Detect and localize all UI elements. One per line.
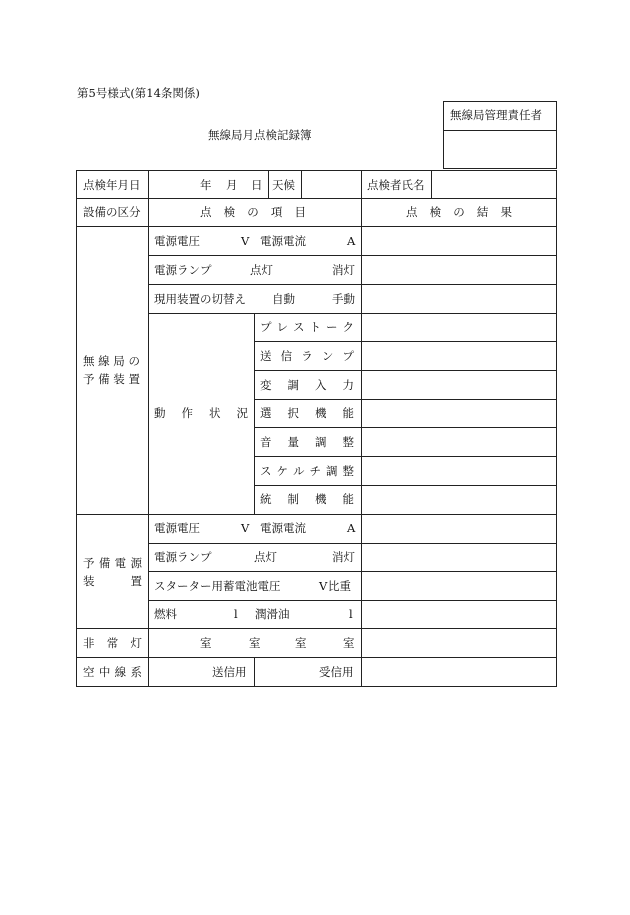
- form-number: 第5号様式(第14条関係): [77, 86, 200, 100]
- sp-current-unit: A: [347, 521, 356, 535]
- sp-fuel-label: 燃料: [154, 607, 177, 621]
- room-1: 室: [200, 636, 212, 650]
- category-header: 設備の区分: [83, 205, 141, 219]
- sp-voltage-unit: V: [241, 521, 250, 535]
- form-title: 無線局月点検記録簿: [208, 128, 312, 142]
- inspector-label: 点検者氏名: [367, 178, 425, 192]
- op-tx-lamp: 送 信 ラ ン プ: [260, 349, 354, 363]
- year-label: 年: [200, 178, 212, 192]
- antenna-rx: 受信用: [319, 665, 354, 679]
- day-label: 日: [251, 178, 263, 192]
- sp-fuel-unit: l: [234, 607, 238, 621]
- sp-oil-label: 潤滑油: [255, 607, 290, 621]
- spare-station-label-2: 予 備 装 置: [83, 372, 140, 386]
- op-volume: 音 量 調 整: [260, 435, 354, 449]
- room-2: 室: [249, 636, 261, 650]
- ss-lamp-off: 消灯: [332, 263, 355, 277]
- antenna-tx: 送信用: [212, 665, 247, 679]
- ss-switch-auto: 自動: [272, 292, 295, 306]
- op-selection: 選 択 機 能: [260, 406, 354, 420]
- sp-current-label: 電源電流: [260, 521, 306, 535]
- items-header: 点 検 の 項 目: [200, 205, 306, 219]
- sp-lamp-on: 点灯: [254, 550, 277, 564]
- ss-voltage-unit: V: [241, 234, 250, 248]
- spare-station-label-1: 無 線 局 の: [83, 354, 140, 368]
- manager-divider: [443, 130, 557, 131]
- op-control: 統 制 機 能: [260, 492, 354, 506]
- weather-label: 天候: [272, 178, 295, 192]
- antenna-label: 空 中 線 系: [83, 665, 142, 679]
- room-3: 室: [295, 636, 307, 650]
- op-press-talk: プ レ ス ト ー ク: [260, 320, 354, 334]
- ss-lamp-label: 電源ランプ: [154, 263, 212, 277]
- ss-switch-manual: 手動: [332, 292, 355, 306]
- op-squelch: ス ケ ル チ 調 整: [260, 464, 354, 478]
- month-label: 月: [226, 178, 238, 192]
- sp-battery-unit: V: [319, 579, 328, 593]
- emergency-light-label: 非 常 灯: [83, 636, 142, 650]
- sp-voltage-label: 電源電圧: [154, 521, 200, 535]
- room-4: 室: [343, 636, 355, 650]
- sp-oil-unit: l: [349, 607, 353, 621]
- results-header: 点 検 の 結 果: [406, 205, 512, 219]
- ss-switch-label: 現用装置の切替え: [154, 292, 246, 306]
- operation-status-label: 動 作 状 況: [154, 406, 248, 420]
- sp-lamp-off: 消灯: [332, 550, 355, 564]
- sp-battery-label: スターター用蓄電池電圧: [154, 579, 281, 593]
- date-label: 点検年月日: [83, 178, 141, 192]
- sp-battery-gravity: 比重: [328, 579, 351, 593]
- sp-lamp-label: 電源ランプ: [154, 550, 212, 564]
- ss-voltage-label: 電源電圧: [154, 234, 200, 248]
- ss-current-label: 電源電流: [260, 234, 306, 248]
- spare-power-label-1: 予 備 電 源: [83, 556, 142, 570]
- ss-current-unit: A: [347, 234, 356, 248]
- spare-power-label-2: 装 置: [83, 574, 142, 588]
- op-modulation-input: 変 調 入 力: [260, 378, 354, 392]
- manager-label: 無線局管理責任者: [450, 108, 542, 122]
- ss-lamp-on: 点灯: [250, 263, 273, 277]
